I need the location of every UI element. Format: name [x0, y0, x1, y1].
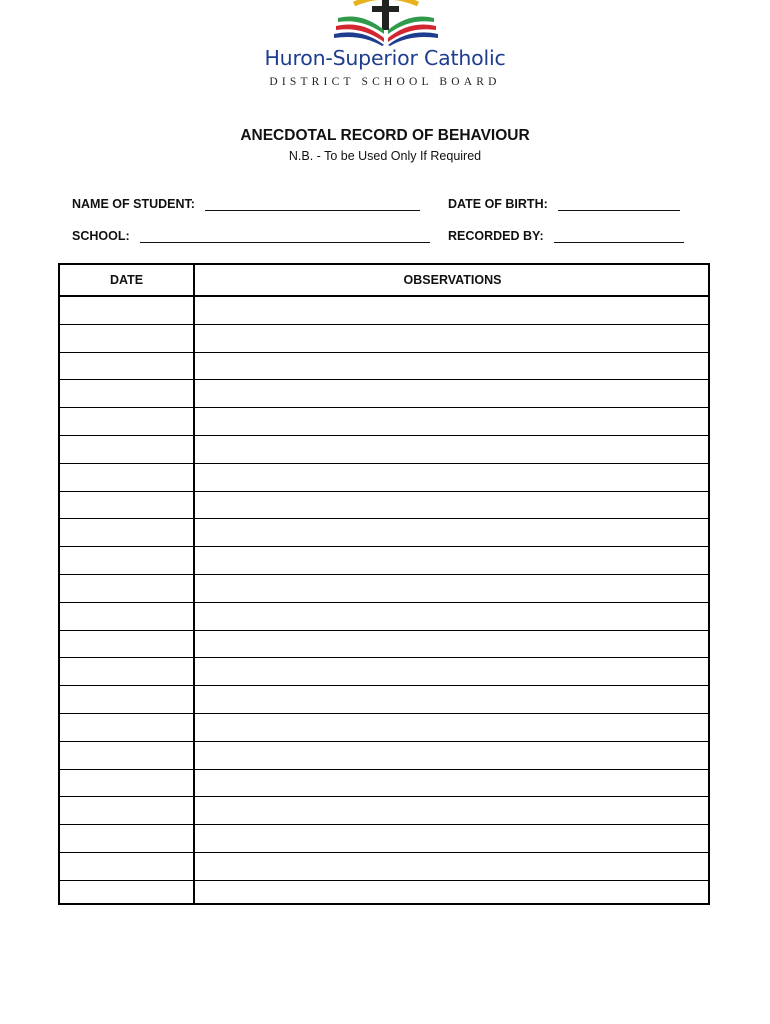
date-cell[interactable] [60, 353, 193, 380]
table-row [60, 519, 708, 547]
school-board-logo [0, 0, 770, 95]
table-row [60, 325, 708, 353]
school-field[interactable] [72, 229, 430, 243]
date-cell[interactable] [60, 380, 193, 407]
date-cell[interactable] [60, 436, 193, 463]
date-cell[interactable] [60, 519, 193, 546]
observation-cell[interactable] [195, 631, 708, 658]
table-row [60, 686, 708, 714]
date-cell[interactable] [60, 658, 193, 685]
date-cell[interactable] [60, 408, 193, 435]
observation-cell[interactable] [195, 380, 708, 407]
date-of-birth-field[interactable] [448, 197, 680, 211]
date-cell[interactable] [60, 464, 193, 491]
table-row [60, 297, 708, 325]
table-row [60, 492, 708, 520]
observation-cell[interactable] [195, 825, 708, 852]
student-name-field[interactable] [72, 197, 420, 211]
observation-cell[interactable] [195, 742, 708, 769]
table-body [60, 297, 708, 909]
cross-book-logo-icon [332, 0, 440, 46]
table-row [60, 547, 708, 575]
date-of-birth-label: DATE OF BIRTH: [448, 197, 548, 211]
date-of-birth-blank[interactable] [558, 198, 680, 211]
table-row [60, 408, 708, 436]
date-cell[interactable] [60, 325, 193, 352]
date-cell[interactable] [60, 797, 193, 824]
observations-column-header: OBSERVATIONS [403, 273, 502, 287]
date-cell[interactable] [60, 825, 193, 852]
date-cell[interactable] [60, 853, 193, 880]
observation-cell[interactable] [195, 492, 708, 519]
observation-cell[interactable] [195, 353, 708, 380]
org-subtitle: DISTRICT SCHOOL BOARD [269, 76, 501, 88]
table-row [60, 825, 708, 853]
observation-cell[interactable] [195, 686, 708, 713]
observation-cell[interactable] [195, 436, 708, 463]
observation-cell[interactable] [195, 853, 708, 880]
form-subtitle: N.B. - To be Used Only If Required [288, 149, 482, 163]
date-cell[interactable] [60, 631, 193, 658]
school-label: SCHOOL: [72, 229, 130, 243]
date-cell[interactable] [60, 742, 193, 769]
table-row [60, 742, 708, 770]
table-row [60, 770, 708, 798]
table-row [60, 353, 708, 381]
date-cell[interactable] [60, 770, 193, 797]
observation-cell[interactable] [195, 547, 708, 574]
table-row [60, 881, 708, 909]
table-row [60, 380, 708, 408]
date-cell[interactable] [60, 297, 193, 324]
observation-cell[interactable] [195, 797, 708, 824]
observation-cell[interactable] [195, 881, 708, 909]
school-blank[interactable] [140, 230, 430, 243]
date-cell[interactable] [60, 603, 193, 630]
table-row [60, 853, 708, 881]
date-cell[interactable] [60, 686, 193, 713]
observation-table [58, 263, 710, 905]
observation-cell[interactable] [195, 464, 708, 491]
observation-cell[interactable] [195, 297, 708, 324]
date-cell[interactable] [60, 714, 193, 741]
org-name: Huron-Superior Catholic [264, 46, 506, 70]
table-row [60, 464, 708, 492]
date-cell[interactable] [60, 547, 193, 574]
table-row [60, 631, 708, 659]
recorded-by-field[interactable] [448, 229, 684, 243]
form-title: ANECDOTAL RECORD OF BEHAVIOUR [240, 127, 530, 144]
table-row [60, 714, 708, 742]
observation-cell[interactable] [195, 408, 708, 435]
student-name-blank[interactable] [205, 198, 420, 211]
table-row [60, 603, 708, 631]
date-cell[interactable] [60, 881, 193, 909]
recorded-by-blank[interactable] [554, 230, 684, 243]
student-name-label: NAME OF STUDENT: [72, 197, 195, 211]
observation-cell[interactable] [195, 325, 708, 352]
observation-cell[interactable] [195, 575, 708, 602]
observation-cell[interactable] [195, 603, 708, 630]
observation-cell[interactable] [195, 714, 708, 741]
date-cell[interactable] [60, 575, 193, 602]
observation-cell[interactable] [195, 770, 708, 797]
table-row [60, 575, 708, 603]
date-cell[interactable] [60, 492, 193, 519]
table-row [60, 658, 708, 686]
recorded-by-label: RECORDED BY: [448, 229, 544, 243]
table-row [60, 436, 708, 464]
date-column-header: DATE [109, 273, 144, 287]
observation-cell[interactable] [195, 519, 708, 546]
table-row [60, 797, 708, 825]
observation-cell[interactable] [195, 658, 708, 685]
